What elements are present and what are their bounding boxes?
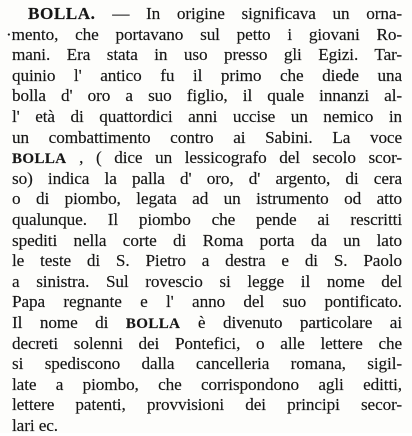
text-line-2: ·mento, che portavano sul petto i giovani Ro- bbox=[6, 24, 402, 44]
text-line-15: Papa regnante e l' anno del suo pontificato. bbox=[12, 292, 402, 312]
text-line-3: mani. Era stata in uso presso gli Egizi. Tar- bbox=[12, 45, 402, 65]
text-line-7: un combattimento contro ai Sabini. La voce bbox=[12, 127, 402, 147]
text-line-10: o di piombo, legata ad un istrumento od atto bbox=[12, 189, 402, 209]
text-line-6: l' età di quattordici anni uccise un nemico in bbox=[12, 106, 402, 126]
stray-mark: · bbox=[6, 24, 12, 44]
text-line-19: late a piombo, che corrispondono agli editti, bbox=[12, 374, 402, 394]
text-line-13: le teste di S. Pietro a destra e di S. Paolo bbox=[12, 251, 402, 271]
dictionary-entry bbox=[6, 4, 402, 436]
text-line-4: quinio l' antico fu il primo che diede una bbox=[12, 65, 402, 85]
headword: BOLLA. bbox=[28, 4, 96, 23]
text-line-9: so) indica la palla d' oro, d' argento, di cera bbox=[12, 168, 402, 188]
smallcaps-term: BOLLA bbox=[125, 315, 181, 332]
text-line-11: qualunque. Il piombo che pende ai rescritti bbox=[12, 209, 402, 229]
text-line-14: a sinistra. Sul rovescio si legge il nome del bbox=[12, 271, 402, 291]
text-line-18: si spediscono dalla cancelleria romana, sigil- bbox=[12, 354, 402, 374]
smallcaps-term: BOLLA bbox=[12, 151, 67, 168]
text-line-17: decreti solenni dei Pontefici, o alle lettere che bbox=[12, 333, 402, 353]
text-line-1: BOLLA. — In origine significava un orna- bbox=[28, 4, 402, 23]
text-line-8: BOLLA , ( dice un lessicografo del secolo scor- bbox=[12, 148, 402, 168]
text-line-12: spediti nella corte di Roma porta da un lato bbox=[12, 230, 402, 250]
text-line-5: bolla d' oro a suo figlio, il quale innanzi al- bbox=[12, 86, 402, 106]
text-line-20: lettere patenti, provvisioni dei principi secor- bbox=[12, 395, 402, 415]
text-line-16: Il nome di BOLLA è divenuto particolare ai bbox=[12, 312, 402, 332]
text-line-21: lari ec. bbox=[12, 415, 58, 435]
